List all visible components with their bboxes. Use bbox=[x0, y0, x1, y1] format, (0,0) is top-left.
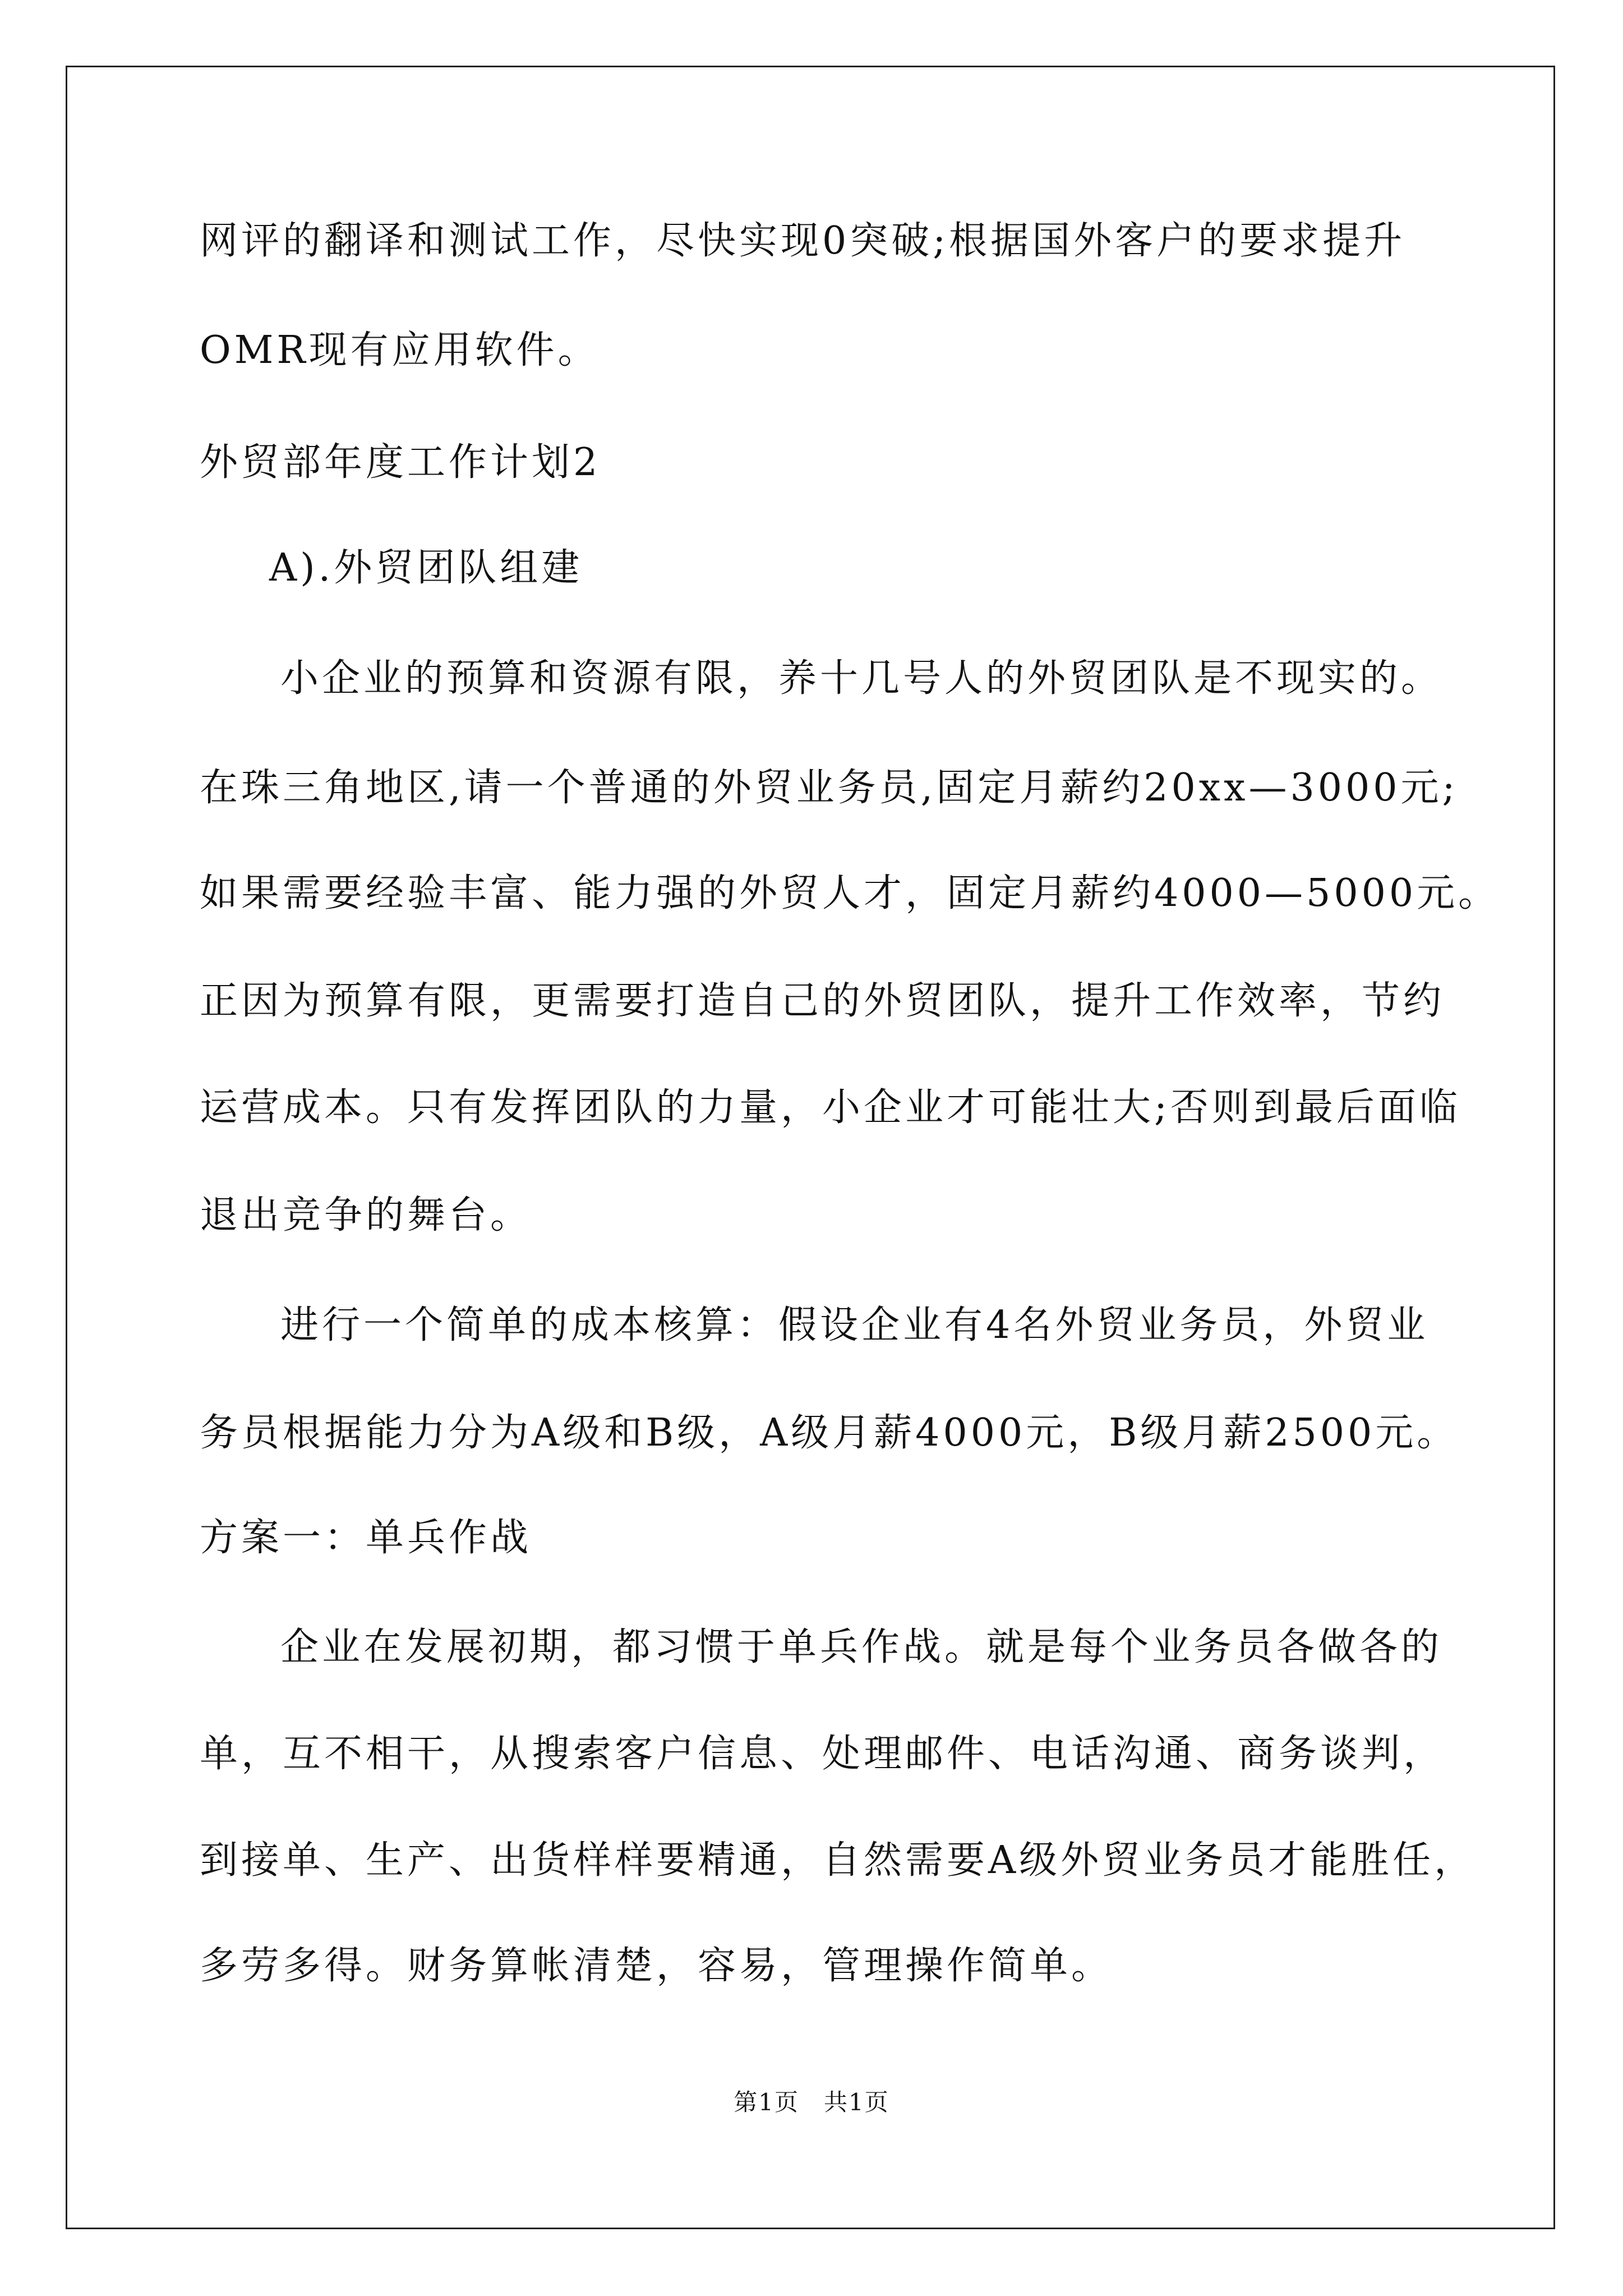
body-line-5: 小企业的预算和资源有限，养十几号人的外贸团队是不现实的。 bbox=[280, 656, 1443, 701]
body-line-9: 运营成本。只有发挥团队的力量，小企业才可能壮大;否则到最后面临 bbox=[200, 1085, 1461, 1130]
section-title: 外贸部年度工作计划2 bbox=[200, 440, 601, 485]
body-line-11: 进行一个简单的成本核算：假设企业有4名外贸业务员，外贸业 bbox=[280, 1303, 1429, 1347]
body-line-16: 到接单、生产、出货样样要精通，自然需要A级外贸业务员才能胜任， bbox=[200, 1838, 1476, 1883]
body-line-6: 在珠三角地区,请一个普通的外贸业务员,固定月薪约20xx—3000元; bbox=[200, 766, 1459, 810]
body-line-15: 单，互不相干，从搜索客户信息、处理邮件、电话沟通、商务谈判， bbox=[200, 1732, 1445, 1776]
body-line-2: OMR现有应用软件。 bbox=[200, 328, 600, 372]
body-line-12: 务员根据能力分为A级和B级，A级月薪4000元，B级月薪2500元。 bbox=[200, 1411, 1459, 1455]
body-line-14: 企业在发展初期，都习惯于单兵作战。就是每个业务员各做各的 bbox=[280, 1625, 1443, 1669]
subsection-heading: A).外贸团队组建 bbox=[269, 546, 583, 590]
body-line-10: 退出竞争的舞台。 bbox=[200, 1193, 532, 1237]
body-line-1: 网评的翻译和测试工作，尽快实现0突破;根据国外客户的要求提升 bbox=[200, 219, 1406, 263]
body-line-7: 如果需要经验丰富、能力强的外贸人才，固定月薪约4000—5000元。 bbox=[200, 871, 1500, 915]
body-line-17: 多劳多得。财务算帐清楚，容易，管理操作简单。 bbox=[200, 1944, 1113, 1988]
body-line-8: 正因为预算有限，更需要打造自己的外贸团队，提升工作效率，节约 bbox=[200, 979, 1445, 1023]
page-number: 第1页 共1页 bbox=[734, 2088, 889, 2116]
plan-heading: 方案一：单兵作战 bbox=[200, 1516, 532, 1560]
page-border bbox=[66, 66, 1555, 2229]
